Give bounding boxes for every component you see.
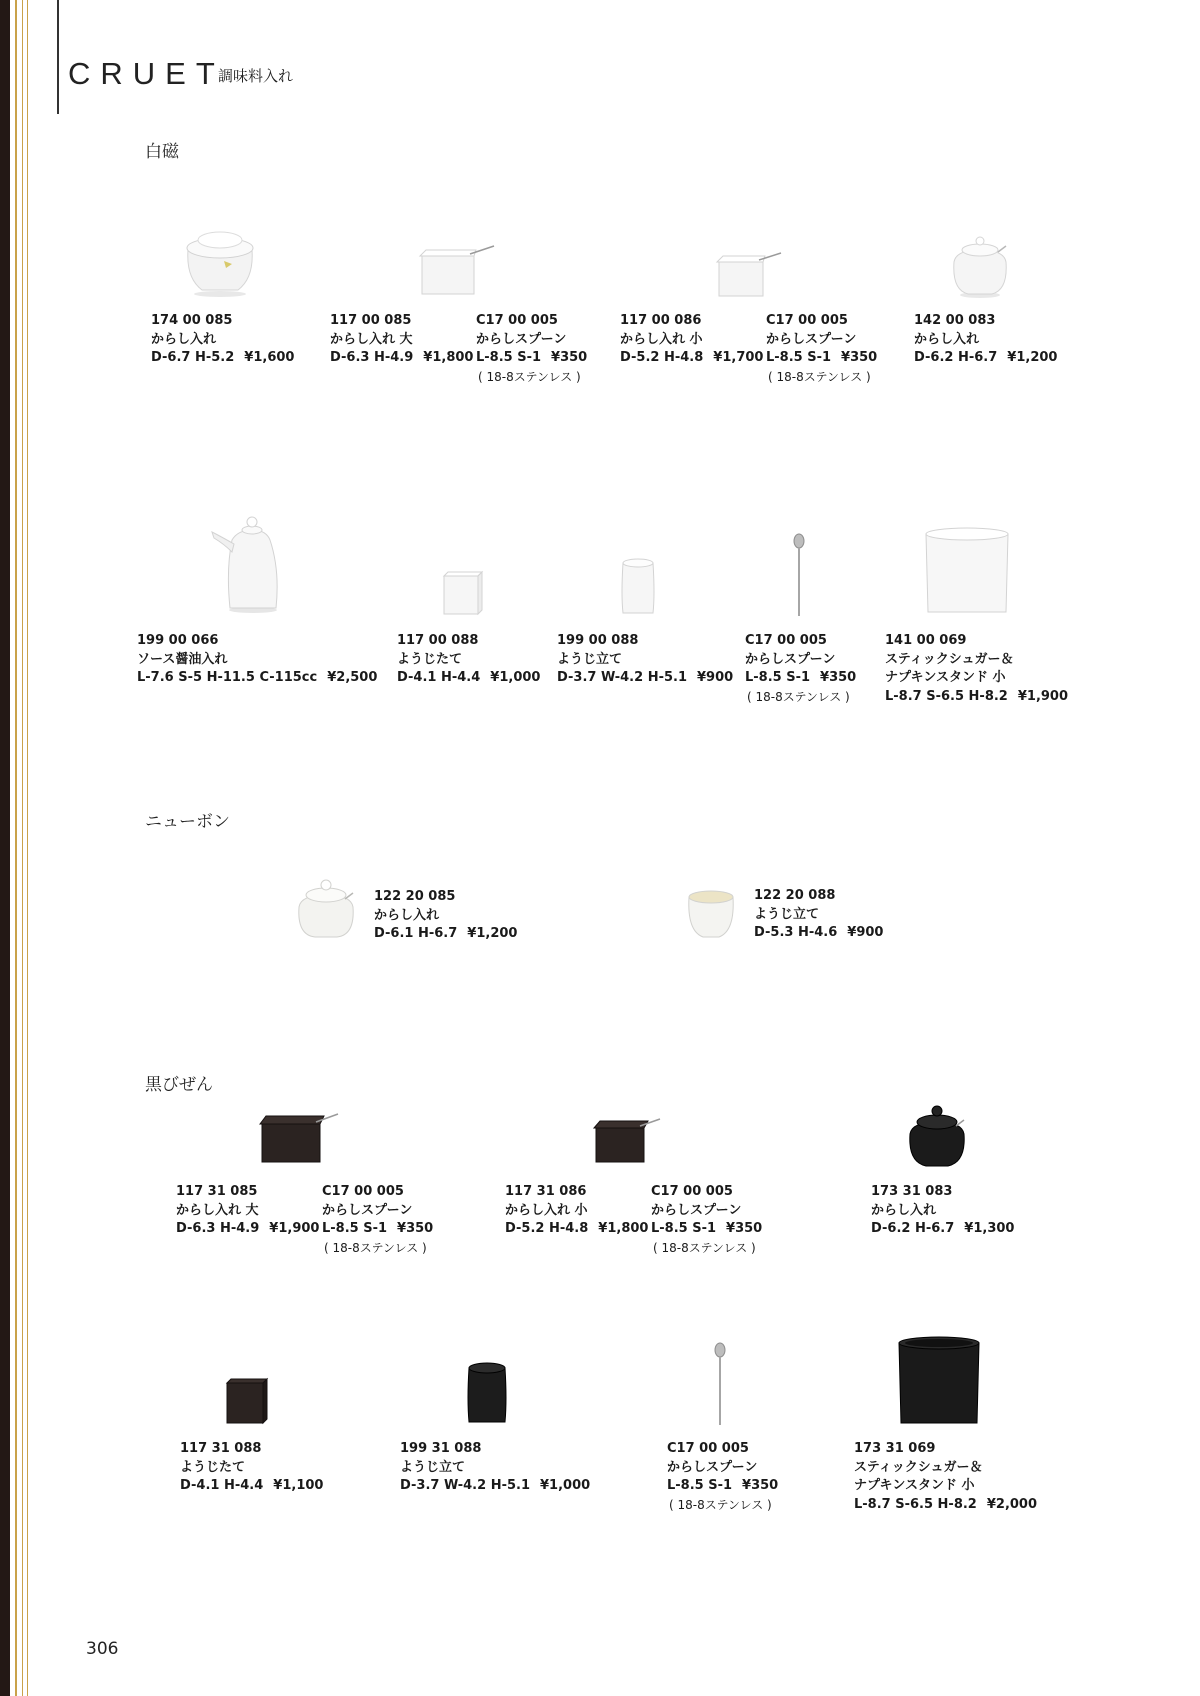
- product-price: ¥350: [820, 670, 857, 685]
- product-dims: L-8.5 S-1: [766, 350, 832, 365]
- product-code: 199 31 088: [400, 1441, 482, 1456]
- product-info-173-31-069: [854, 1440, 1037, 1514]
- product-info-142-00-083: [914, 312, 1057, 368]
- product-name: からし入れ 大: [176, 1202, 259, 1218]
- product-name-line2: ナプキンスタンド 小: [854, 1478, 975, 1493]
- product-price: ¥1,100: [273, 1478, 324, 1493]
- product-dims: L-8.5 S-1: [651, 1221, 717, 1236]
- product-code: 122 20 088: [754, 888, 836, 903]
- left-gold-line-2: [22, 0, 23, 1696]
- product-code: C17 00 005: [322, 1184, 404, 1199]
- product-info-174-00-085: [151, 312, 294, 368]
- product-image-kuro-karashi-ire-sho: [594, 1118, 664, 1164]
- section-heading-newbone: ニューボン: [145, 812, 230, 832]
- product-price: ¥1,800: [423, 350, 474, 365]
- product-code: 117 00 086: [620, 313, 702, 328]
- product-name: からし入れ: [374, 907, 440, 923]
- product-price: ¥900: [847, 925, 884, 940]
- product-name: からしスプーン: [476, 331, 567, 347]
- product-info-c17-00-005: [745, 632, 856, 706]
- product-image-kuro-youji-tate-square: [225, 1377, 269, 1425]
- product-name: スティックシュガー＆: [885, 651, 1014, 667]
- product-image-kuro-youji-tate-cylinder: [465, 1360, 509, 1426]
- product-price: ¥2,500: [327, 670, 378, 685]
- product-image-karashi-ire-dai: [418, 246, 498, 298]
- product-info-c17-00-005: [476, 312, 587, 386]
- product-dims: L-8.5 S-1: [745, 670, 811, 685]
- product-price: ¥1,300: [964, 1221, 1015, 1236]
- product-note: ( 18-8ステンレス ): [747, 689, 850, 704]
- product-name-line2: ナプキンスタンド 小: [885, 670, 1006, 685]
- left-gold-line-1: [15, 0, 17, 1696]
- product-image-napkin-stand: [922, 524, 1012, 616]
- product-code: 117 31 086: [505, 1184, 587, 1199]
- product-note: ( 18-8ステンレス ): [324, 1240, 427, 1255]
- product-dims: D-3.7 W-4.2 H-5.1: [557, 670, 687, 685]
- product-image-kuro-karashi-ire-round: [906, 1100, 968, 1168]
- product-code: 117 00 088: [397, 633, 479, 648]
- product-image-karashi-ire-sho: [715, 252, 785, 300]
- product-dims: D-6.3 H-4.9: [176, 1221, 260, 1236]
- section-heading-kurobizen: 黒びぜん: [145, 1075, 213, 1095]
- product-name: からしスプーン: [667, 1459, 758, 1475]
- product-dims: D-5.2 H-4.8: [620, 350, 704, 365]
- product-price: ¥350: [397, 1221, 434, 1236]
- product-info-141-00-069: [885, 632, 1068, 706]
- product-price: ¥1,700: [713, 350, 764, 365]
- product-name: からし入れ: [151, 331, 217, 347]
- product-price: ¥350: [841, 350, 878, 365]
- product-name: からしスプーン: [651, 1202, 742, 1218]
- product-price: ¥350: [726, 1221, 763, 1236]
- product-name: からしスプーン: [322, 1202, 413, 1218]
- product-name: からし入れ: [914, 331, 980, 347]
- product-code: 117 00 085: [330, 313, 412, 328]
- product-name: ようじたて: [180, 1459, 246, 1475]
- product-image-kuro-karashi-spoon: [713, 1342, 727, 1427]
- product-dims: D-5.2 H-4.8: [505, 1221, 589, 1236]
- product-image-karashi-ire: [180, 228, 260, 298]
- product-info-173-31-083: [871, 1183, 1014, 1239]
- product-dims: L-8.5 S-1: [322, 1221, 388, 1236]
- product-image-sauce-dispenser: [210, 510, 285, 614]
- product-price: ¥1,800: [598, 1221, 649, 1236]
- product-name: からしスプーン: [745, 651, 836, 667]
- product-info-199-31-088: [400, 1440, 590, 1496]
- product-image-youji-tate-cylinder: [617, 555, 659, 617]
- page-title: CRUET: [68, 56, 225, 91]
- product-note: ( 18-8ステンレス ): [768, 369, 871, 384]
- product-name: ようじ立て: [557, 651, 623, 667]
- product-code: C17 00 005: [476, 313, 558, 328]
- product-image-kuro-napkin-stand: [895, 1333, 983, 1427]
- product-info-c17-00-005: [651, 1183, 762, 1257]
- product-dims: L-8.5 S-1: [476, 350, 542, 365]
- product-note: ( 18-8ステンレス ): [653, 1240, 756, 1255]
- page-number: 306: [86, 1639, 119, 1659]
- product-code: 117 31 088: [180, 1441, 262, 1456]
- product-price: ¥1,900: [269, 1221, 320, 1236]
- product-info-117-00-086: [620, 312, 763, 368]
- product-code: 174 00 085: [151, 313, 233, 328]
- product-dims: D-6.3 H-4.9: [330, 350, 414, 365]
- product-dims: D-6.1 H-6.7: [374, 926, 458, 941]
- product-price: ¥350: [742, 1478, 779, 1493]
- product-dims: D-6.2 H-6.7: [871, 1221, 955, 1236]
- product-info-117-00-088: [397, 632, 540, 688]
- product-code: 117 31 085: [176, 1184, 258, 1199]
- product-image-youji-tate-square: [440, 570, 484, 618]
- product-info-c17-00-005: [766, 312, 877, 386]
- product-price: ¥1,000: [490, 670, 541, 685]
- product-dims: D-3.7 W-4.2 H-5.1: [400, 1478, 530, 1493]
- product-image-newbone-youji-tate: [685, 885, 737, 941]
- product-info-117-31-088: [180, 1440, 323, 1496]
- product-price: ¥1,600: [244, 350, 295, 365]
- product-name: からし入れ: [871, 1202, 937, 1218]
- product-name: スティックシュガー＆: [854, 1459, 983, 1475]
- product-note: ( 18-8ステンレス ): [669, 1497, 772, 1512]
- product-name: ソース醤油入れ: [137, 651, 228, 667]
- product-dims: L-7.6 S-5 H-11.5 C-115cc: [137, 670, 318, 685]
- product-image-newbone-karashi-ire: [295, 873, 357, 941]
- product-name: ようじ立て: [754, 906, 820, 922]
- product-name: からし入れ 小: [505, 1202, 588, 1218]
- product-dims: L-8.7 S-6.5 H-8.2: [854, 1496, 977, 1512]
- page-subtitle: 調味料入れ: [218, 67, 294, 85]
- product-name: からし入れ 大: [330, 331, 413, 347]
- product-dims: D-6.7 H-5.2: [151, 350, 235, 365]
- product-code: 173 31 083: [871, 1184, 953, 1199]
- title-divider: [57, 0, 59, 114]
- product-dims: D-5.3 H-4.6: [754, 925, 838, 940]
- product-image-karashi-spoon: [792, 533, 806, 618]
- product-info-117-31-086: [505, 1183, 648, 1239]
- product-name: ようじ立て: [400, 1459, 466, 1475]
- left-black-bar: [0, 0, 10, 1696]
- product-dims: L-8.7 S-6.5 H-8.2: [885, 688, 1008, 704]
- product-code: C17 00 005: [667, 1441, 749, 1456]
- product-code: 122 20 085: [374, 889, 456, 904]
- product-code: 199 00 088: [557, 633, 639, 648]
- product-dims: D-4.1 H-4.4: [180, 1478, 264, 1493]
- product-code: 199 00 066: [137, 633, 219, 648]
- product-price: ¥350: [551, 350, 588, 365]
- product-image-karashi-ire-round: [950, 230, 1010, 298]
- product-code: C17 00 005: [766, 313, 848, 328]
- product-dims: D-6.2 H-6.7: [914, 350, 998, 365]
- product-info-c17-00-005: [322, 1183, 433, 1257]
- product-info-199-00-066: [137, 632, 377, 688]
- product-note: ( 18-8ステンレス ): [478, 369, 581, 384]
- product-code: C17 00 005: [745, 633, 827, 648]
- product-info-122-20-085: [374, 888, 517, 944]
- product-price: ¥1,000: [540, 1478, 591, 1493]
- product-price: ¥1,900: [1017, 688, 1069, 704]
- left-gold-line-3: [27, 0, 28, 1696]
- section-heading-hakuji: 白磁: [145, 142, 179, 162]
- product-price: ¥1,200: [1007, 350, 1058, 365]
- product-code: 142 00 083: [914, 313, 996, 328]
- product-info-117-00-085: [330, 312, 473, 368]
- product-code: 141 00 069: [885, 633, 967, 648]
- product-info-c17-00-005: [667, 1440, 778, 1514]
- product-image-kuro-karashi-ire-dai: [260, 1112, 342, 1164]
- product-price: ¥1,200: [467, 926, 518, 941]
- product-code: 173 31 069: [854, 1441, 936, 1456]
- product-price: ¥900: [697, 670, 734, 685]
- product-name: からし入れ 小: [620, 331, 703, 347]
- product-dims: L-8.5 S-1: [667, 1478, 733, 1493]
- product-dims: D-4.1 H-4.4: [397, 670, 481, 685]
- product-name: ようじたて: [397, 651, 463, 667]
- product-info-199-00-088: [557, 632, 733, 688]
- product-price: ¥2,000: [986, 1496, 1038, 1512]
- product-name: からしスプーン: [766, 331, 857, 347]
- product-code: C17 00 005: [651, 1184, 733, 1199]
- product-info-117-31-085: [176, 1183, 319, 1239]
- product-info-122-20-088: [754, 887, 883, 943]
